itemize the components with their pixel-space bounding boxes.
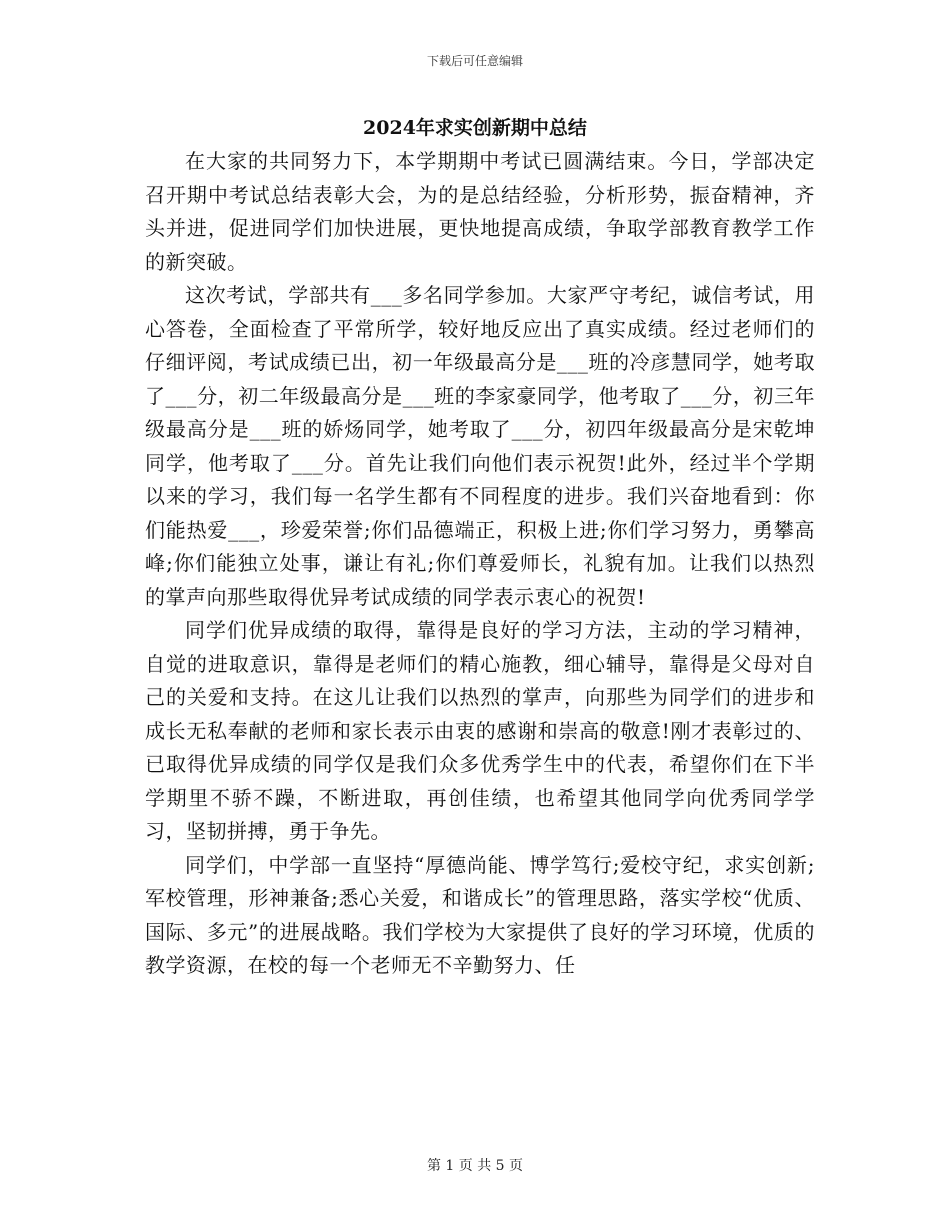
paragraph-school-philosophy: 同学们，中学部一直坚持“厚德尚能、博学笃行;爱校守纪，求实创新;军校管理，形神兼备;悉心关爱，和谐成长”的管理思路，落实学校“优质、国际、多元”的进展战略。我们学校为大家提供了良好的学习环境，优质的教学资源，在校的每一个老师无不辛勤努力、任 bbox=[145, 852, 815, 977]
paragraph-intro: 在大家的共同努力下，本学期期中考试已圆满结束。今日，学部决定召开期中考试总结表彰大会，为的是总结经验，分析形势，振奋精神，齐头并进，促进同学们加快进展，更快地提高成绩，争取学部教育教学工作的新突破。 bbox=[145, 149, 815, 274]
page-number: 第 1 页 共 5 页 bbox=[426, 1158, 524, 1174]
download-note: 下载后可任意编辑 bbox=[426, 54, 523, 68]
document-body bbox=[145, 145, 815, 983]
paragraph-exam-results: 这次考试，学部共有___多名同学参加。大家严守考纪，诚信考试，用心答卷，全面检查了平常所学，较好地反应出了真实成绩。经过老师们的仔细评阅，考试成绩已出，初一年级最高分是___班的冷彦慧同学，她考取了___分，初二年级最高分是___班的李家豪同学，他考取了___分，初三年级最高分是___班的娇炀同学，她考取了___分，初四年级最高分是宋乾坤同学，他考取了___分。首先让我们向他们表示祝贺!此外，经过半个学期以来的学习，我们每一名学生都有不同程度的进步。我们兴奋地看到：你们能热爱___，珍爱荣誉;你们品德端正，积极上进;你们学习努力，勇攀高峰;你们能独立处事，谦让有礼;你们尊爱师长，礼貌有加。让我们以热烈的掌声向那些取得优异考试成绩的同学表示衷心的祝贺! bbox=[145, 283, 815, 609]
paragraph-thanks: 同学们优异成绩的取得，靠得是良好的学习方法，主动的学习精神，自觉的进取意识，靠得是老师们的精心施教，细心辅导，靠得是父母对自己的关爱和支持。在这儿让我们以热烈的掌声，向那些为同学们的进步和成长无私奉献的老师和家长表示由衷的感谢和崇高的敬意!刚才表彰过的、已取得优异成绩的同学仅是我们众多优秀学生中的代表，希望你们在下半学期里不骄不躁，不断进取，再创佳绩，也希望其他同学向优秀同学学习，坚韧拼搏，勇于争先。 bbox=[145, 618, 815, 843]
document-title: 2024年求实创新期中总结 bbox=[363, 117, 587, 139]
